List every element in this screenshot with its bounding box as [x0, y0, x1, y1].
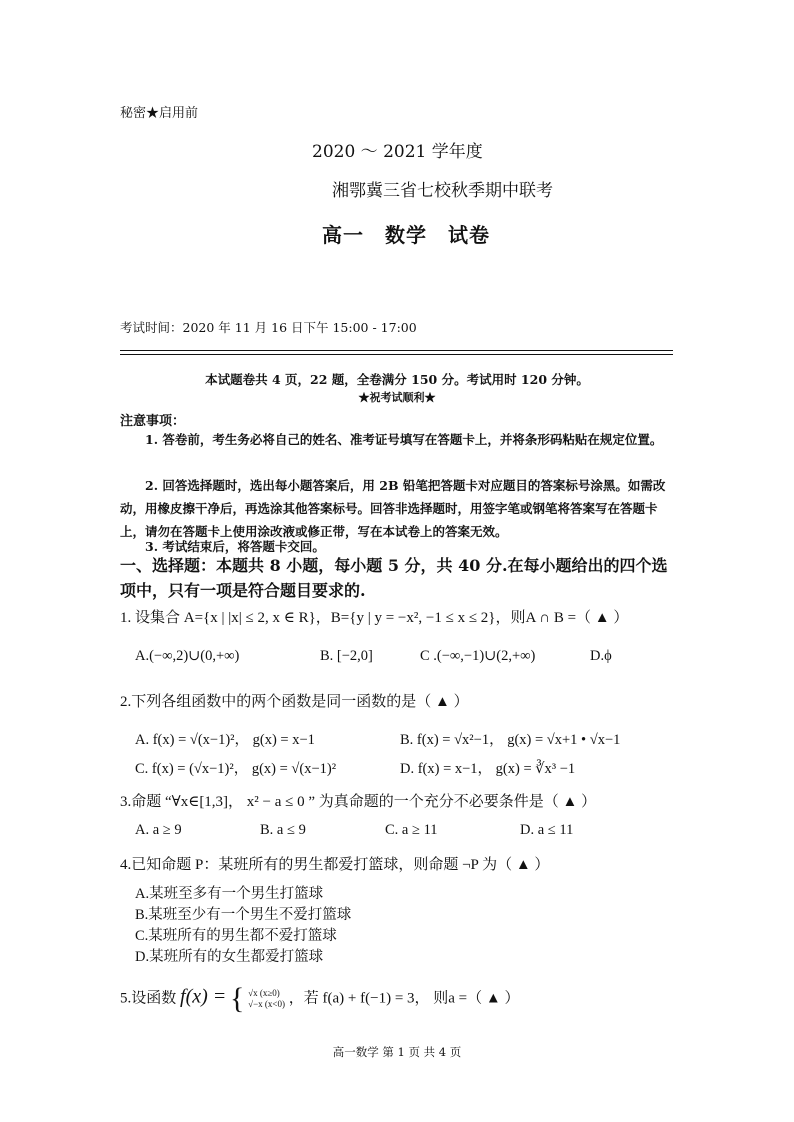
- q3-option-c: C. a ≥ 11: [385, 822, 438, 838]
- notice-item-2: [120, 474, 676, 543]
- q3-option-b: B. a ≤ 9: [260, 822, 306, 838]
- q5-suffix: ，若 f(a) + f(−1) = 3， 则a =（ ▲ ）: [288, 990, 520, 1007]
- q3-option-a: A. a ≥ 9: [135, 822, 182, 838]
- q5-prefix: 5.设函数: [120, 990, 177, 1007]
- notice-item-1: [120, 428, 676, 451]
- academic-year: 2020 ～ 2021 学年度: [312, 142, 483, 162]
- q5-pieces: [248, 988, 285, 1010]
- exam-summary: 本试题卷共 4 页，22 题，全卷满分 150 分。考试用时 120 分钟。: [205, 372, 589, 387]
- q1-stem: 1. 设集合 A={x | |x| ≤ 2, x ∈ R}，B={y | y = −x², −1 ≤ x ≤ 2}，则A ∩ B =（ ▲ ）: [120, 610, 629, 626]
- q3-stem: 3.命题 “∀x∈[1,3]， x² − a ≤ 0 ” 为真命题的一个充分不必要条件是（ ▲ ）: [120, 794, 597, 810]
- good-luck-line: ★祝考试顺利★: [358, 391, 436, 404]
- q1-option-b: B. [−2,0]: [320, 648, 373, 664]
- exam-name: 湘鄂冀三省七校秋季期中联考: [332, 181, 553, 201]
- q2-stem: 2.下列各组函数中的两个函数是同一函数的是（ ▲ ）: [120, 694, 469, 710]
- notice-item-2-text: 2. 回答选择题时，选出每小题答案后，用 2B 铅笔把答题卡对应题目的答案标号涂黑。如需改动，用橡皮擦干净后，再选涂其他答案标号。回答非选择题时，用签字笔或钢笔将答案写在答题卡上，请勿在答题卡上使用涂改液或修正带，写在本试卷上的答案无效。: [120, 478, 666, 539]
- q5-function: f(x) =: [180, 985, 227, 1008]
- q5-piece-2: √−x (x<0): [248, 999, 286, 1009]
- divider-top: [120, 350, 673, 351]
- q4-option-a: A.某班至多有一个男生打篮球: [135, 886, 324, 902]
- q5-brace: {: [230, 982, 245, 1015]
- divider-bottom: [120, 354, 673, 355]
- confidential-label: 秘密★启用前: [120, 106, 199, 121]
- notice-item-3-text: 3. 考试结束后，将答题卡交回。: [145, 539, 325, 554]
- notice-title: 注意事项：: [120, 414, 186, 429]
- q2-option-c: C. f(x) = (√x−1)²， g(x) = √(x−1)²: [135, 761, 337, 777]
- q1-option-d: D.ϕ: [590, 648, 612, 664]
- q4-option-b: B.某班至少有一个男生不爱打篮球: [135, 907, 352, 923]
- q1-option-c: C .(−∞,−1)∪(2,+∞): [420, 648, 536, 664]
- q4-stem: 4.已知命题 P：某班所有的男生都爱打篮球，则命题 ¬P 为（ ▲ ）: [120, 857, 550, 873]
- page-footer: 高一数学 第 1 页 共 4 页: [332, 1045, 462, 1059]
- q2-option-b: B. f(x) = √x²−1， g(x) = √x+1 • √x−1: [400, 732, 621, 748]
- q5-piece-1: √x (x≥0): [248, 988, 280, 998]
- q3-option-d: D. a ≤ 11: [520, 822, 574, 838]
- q2-option-d: D. f(x) = x−1， g(x) = ∛x³ −1: [400, 761, 576, 777]
- q4-option-c: C.某班所有的男生都不爱打篮球: [135, 928, 337, 944]
- q4-option-d: D.某班所有的女生都爱打篮球: [135, 949, 324, 965]
- q5-stem: [120, 984, 520, 1014]
- q2-option-a: A. f(x) = √(x−1)²， g(x) = x−1: [135, 732, 315, 748]
- section-heading: 一、选择题：本题共 8 小题，每小题 5 分，共 40 分.在每小题给出的四个选项中，只有一项是符合题目要求的.: [120, 556, 668, 600]
- notice-item-1-text: 1. 答卷前，考生务必将自己的姓名、准考证号填写在答题卡上，并将条形码粘贴在规定位置。: [145, 432, 663, 447]
- q1-option-a: A.(−∞,2)∪(0,+∞): [135, 648, 240, 664]
- exam-time: 考试时间：2020 年 11 月 16 日下午 15:00 - 17:00: [120, 320, 417, 335]
- page-title: 高一 数学 试卷: [322, 223, 490, 247]
